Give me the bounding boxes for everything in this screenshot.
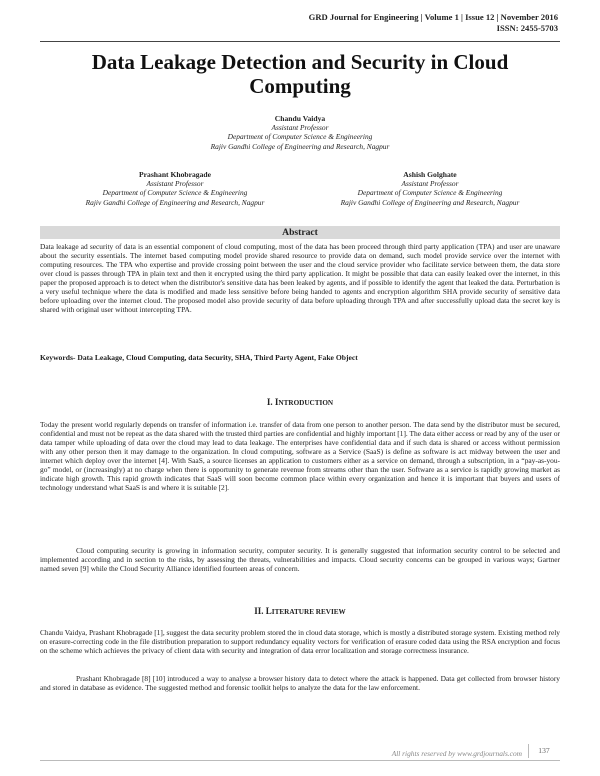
section-title-rest: ITERATURE REVIEW (271, 608, 346, 616)
author-block-3 (295, 170, 565, 207)
author-dept: Department of Computer Science & Engineering (227, 132, 373, 142)
author-role: Assistant Professor (401, 179, 459, 189)
intro-paragraph-2: Cloud computing security is growing in information security, computer security. It is generally suggested that information security control to be selected and implemented according and in section to the risks, by assessing the threats, vulnerabilities and impacts. Cloud security concerns can be grouped in various ways; Gartner named seven [9] while the Cloud Security Alliance identified fourteen areas of concern. (40, 546, 560, 574)
author-dept: Department of Computer Science & Engineering (357, 188, 503, 198)
journal-info: GRD Journal for Engineering | Volume 1 | Issue 12 | November 2016 (308, 12, 558, 22)
literature-paragraph-1: Chandu Vaidya, Prashant Khobragade [1], suggest the data security problem stored the in cloud data storage, which is mostly a distributed storage system. Existing method rely on erasure-correcting code in the file distribution preparation to support redundancy equality vectors for verification of erasure coded data using the RSA encryption and focus on the scheme which achieves the privacy of client data with security and integration of data error localization and storage correctness insurance. (40, 628, 560, 656)
author-block-1 (150, 114, 450, 151)
abstract-heading: Abstract (40, 226, 560, 239)
author-role: Assistant Professor (146, 179, 204, 189)
page-number: 137 (528, 744, 559, 758)
abstract-body: Data leakage ad security of data is an essential component of cloud computing, most of the data has been proceed through third party application (TPA) and user are unaware about the security essentials. The internet based computing model provide shared resource to provide data on demand, such model provide service over the internet with computing resources. The TPA who expertise and provide crossing point between the user and the cloud service provider who facilitate service between them, the data store over cloud is passes through TPA in plain text and then it encrypted using the third party application. It might be possible that data can easily leaked over the internet, in this paper the proposed approach is to detect when the distributor's sensitive data has been leaked by agents, and if possible to identify the agent that leaked the data. Perturbation is a very useful technique where the data is modified and made less sensitive before being handed to agents and encryption algorithm SHA provide security of sensitive data before uploading over the internet cloud. The proposed model also provide security of data before uploading through TPA and after successfully upload data the secret key is shared with original user without intercepting TPA. (40, 242, 560, 315)
keywords: Keywords- Data Leakage, Cloud Computing, data Security, SHA, Third Party Agent, Fake Object (40, 353, 358, 362)
footer-rule (40, 760, 560, 761)
journal-issn: ISSN: 2455-5703 (496, 23, 558, 33)
author-name: Ashish Golghate (403, 170, 457, 179)
author-inst: Rajiv Gandhi College of Engineering and Research, Nagpur (340, 197, 520, 207)
author-dept: Department of Computer Science & Engineering (102, 188, 248, 198)
section-title-initial: I (274, 397, 279, 407)
author-name: Chandu Vaidya (274, 114, 326, 123)
author-inst: Rajiv Gandhi College of Engineering and Research, Nagpur (85, 197, 265, 207)
author-block-2 (40, 170, 310, 207)
author-name: Prashant Khobragade (139, 170, 211, 179)
author-role: Assistant Professor (271, 123, 329, 133)
section-title-initial: L (265, 606, 272, 616)
section-heading-introduction (40, 397, 560, 409)
literature-paragraph-2: Prashant Khobragade [8] [10] introduced a way to analyse a browser history data to detect where the attack is happened. Data get collected from browser history and stored in database as evidence. The suggested method and forensic toolkit helps to analyze the data for the law enforcement. (40, 674, 560, 693)
intro-paragraph-1: Today the present world regularly depends on transfer of information i.e. transfer of data from one person to another person. The data send by the distributor must be secured, confidential and must not be repeat as the data shared with the trusted third parties are confidential and highly important [1]. The data either access or read by any of the user or data tamper while uploading of data over the cloud may lead to data leakage. The enterprises have confidential data and if such data is shared or access without permission with any other person then it may damage to the organization. In cloud computing, software as a Service (SaaS) is define as software is act midway between the user and internet which deploy over the internet [4]. With SaaS, a source licenses an application to customers either as a service on demand, through a subscription, in a “pay-as-you-go” model, or (increasingly) at no charge when there is opportunity to generate revenue from streams other than the user. Software as a service is rapidly growing market as indicate high growth. This rapid growth indicates that SaaS will soon become common place within every organization and hence it is important that buyers and users of technology understand what SaaS is and where it is suitable [2]. (40, 420, 560, 493)
section-heading-literature-review (40, 606, 560, 618)
section-title-rest: NTRODUCTION (278, 399, 334, 407)
header-rule (40, 41, 560, 42)
paper-title: Data Leakage Detection and Security in Cloud Computing (91, 50, 509, 98)
footer-rights: All rights reserved by www.grdjournals.com (391, 749, 522, 758)
journal-header (250, 12, 558, 34)
section-number: I. (266, 397, 273, 407)
author-inst: Rajiv Gandhi College of Engineering and Research, Nagpur (210, 141, 390, 151)
section-number: II. (254, 606, 264, 616)
